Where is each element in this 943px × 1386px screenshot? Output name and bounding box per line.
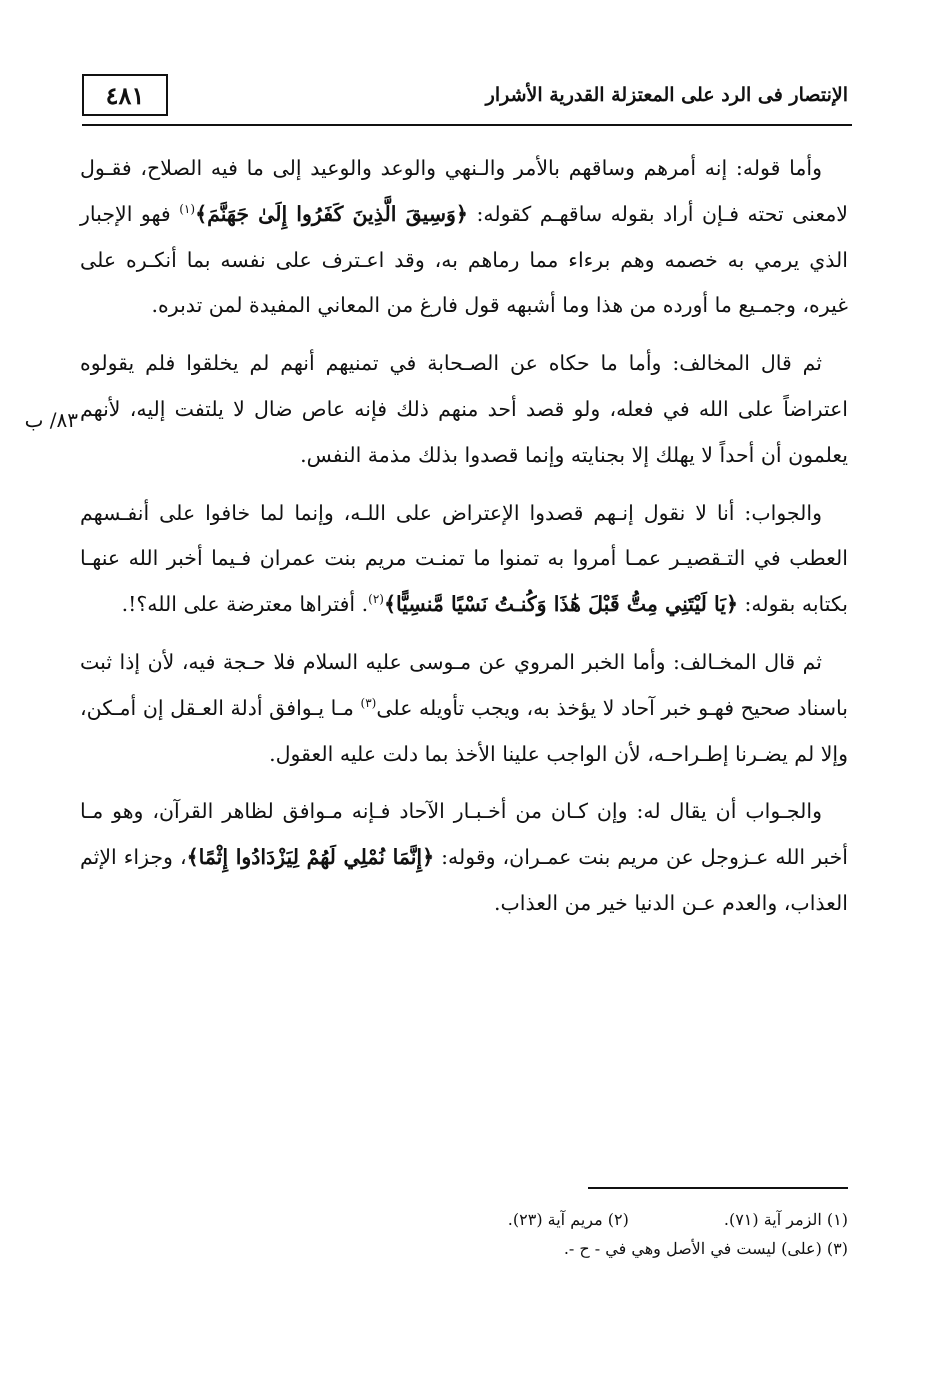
footnote-2: (٢) مريم آية (٢٣). bbox=[507, 1210, 629, 1229]
page-number-box bbox=[82, 74, 168, 116]
paragraph-text: ثم قال المخالف: وأما ما حكاه عن الصـحابة في تمنيهم أنهم لم يخلقوا فلم يقولوه اعتراضاً على الله في فعله، ولو قصد أحد منهم ذلك فإنه عاص ضال لا يلتفت إليه، لأنهم يعلمون أن أحداً لا يهلك إلا بجنايته وإنما قصدوا بذلك مذمة النفس. bbox=[80, 351, 848, 467]
paragraph-text: . أفتراها معترضة على الله؟!. bbox=[121, 592, 369, 617]
quran-verse: ﴿إِنَّمَا نُمْلِي لَهُمْ لِيَزْدَادُوا إِثْمًا﴾ bbox=[186, 845, 435, 870]
paragraph-text: مـا يـوافق أدلة العـقل إن أمـكن، وإلا لم يضـرنا إطـراحـه، لأن الواجب علينا الأخذ بما دلت عليه العقول. bbox=[80, 695, 848, 766]
margin-folio-note: ٨٣/ ب bbox=[24, 408, 78, 432]
body-paragraph bbox=[80, 491, 848, 628]
footnote-line bbox=[288, 1205, 848, 1234]
header-rule bbox=[82, 124, 852, 126]
running-title: الإنتصار فى الرد على المعتزلة القدرية الأشرار bbox=[485, 84, 848, 106]
footnote-ref: (١) bbox=[179, 201, 196, 216]
paragraph-text: ، وجزاء الإثم العذاب، والعدم عـن الدنيا خير من العذاب. bbox=[80, 845, 848, 915]
body-paragraph bbox=[80, 341, 848, 478]
body-paragraph bbox=[80, 146, 848, 329]
paragraph-text: ثم قال المخـالف: وأما الخبر المروي عن مـوسى عليه السلام فلا حـجة فيه، لأن إذا ثبت باسناد صحيح فهـو خبر آحاد لا يؤخذ به، ويجب تأويله على bbox=[80, 649, 849, 720]
quran-verse: ﴿يَا لَيْتَنِي مِتُّ قَبْلَ هَٰذَا وَكُنـتُ نَسْيًا مَّنسِيًّا﴾ bbox=[383, 592, 738, 617]
page-number: ٤٨١ bbox=[105, 80, 145, 110]
body-paragraph bbox=[80, 789, 848, 926]
footnote-3: (٣) (على) ليست في الأصل وهي في - ح -. bbox=[563, 1239, 848, 1258]
paragraph-text: فهو الإجبار الذي يرمي به خصمه وهم برءاء مما رماهم به، وقد اعـترف على نفسه بما أنكـره على غيره، وجمـيع ما أورده من هذا وما أشبهه قول فارغ من المعاني المفيدة لمن تدبره. bbox=[80, 201, 848, 318]
body-text bbox=[80, 146, 848, 927]
footnote-ref: (٢) bbox=[368, 592, 384, 607]
body-paragraph bbox=[80, 640, 848, 777]
footnotes bbox=[288, 1205, 848, 1263]
paragraph-text: وأما قوله: إنه أمرهم وساقهم بالأمر والـنهي والوعد والوعيد إلى ما فيه الصلاح، فقـول لامعنى تحته فـإن أراد بقوله ساقهـم كقوله: bbox=[80, 156, 848, 226]
footnote-rule bbox=[588, 1187, 848, 1189]
paragraph-text: والجواب: أنا لا نقول إنـهم قصدوا الإعتراض على اللـه، وإنما لما خافوا على أنفـسهم العطب في التـقصيـر عمـا أمروا به تمنوا ما تمنـت مريم بنت عمران فـيما أخبر الله عنهـا بكتابه بقوله: bbox=[80, 500, 848, 617]
paragraph-text: والجـواب أن يقال له: وإن كـان من أخـبـار الآحاد فـإنه مـوافق لظاهر القرآن، وهو مـا أخبر الله عـزوجل عن مريم بنت عمـران، وقوله: bbox=[80, 799, 848, 870]
footnote-ref: (٣) bbox=[360, 695, 377, 710]
quran-verse: ﴿وَسِيقَ الَّذِينَ كَفَرُوا إِلَىٰ جَهَنَّمَ﴾ bbox=[195, 201, 468, 226]
footnote-1: (١) الزمر آية (٧١). bbox=[723, 1210, 848, 1229]
